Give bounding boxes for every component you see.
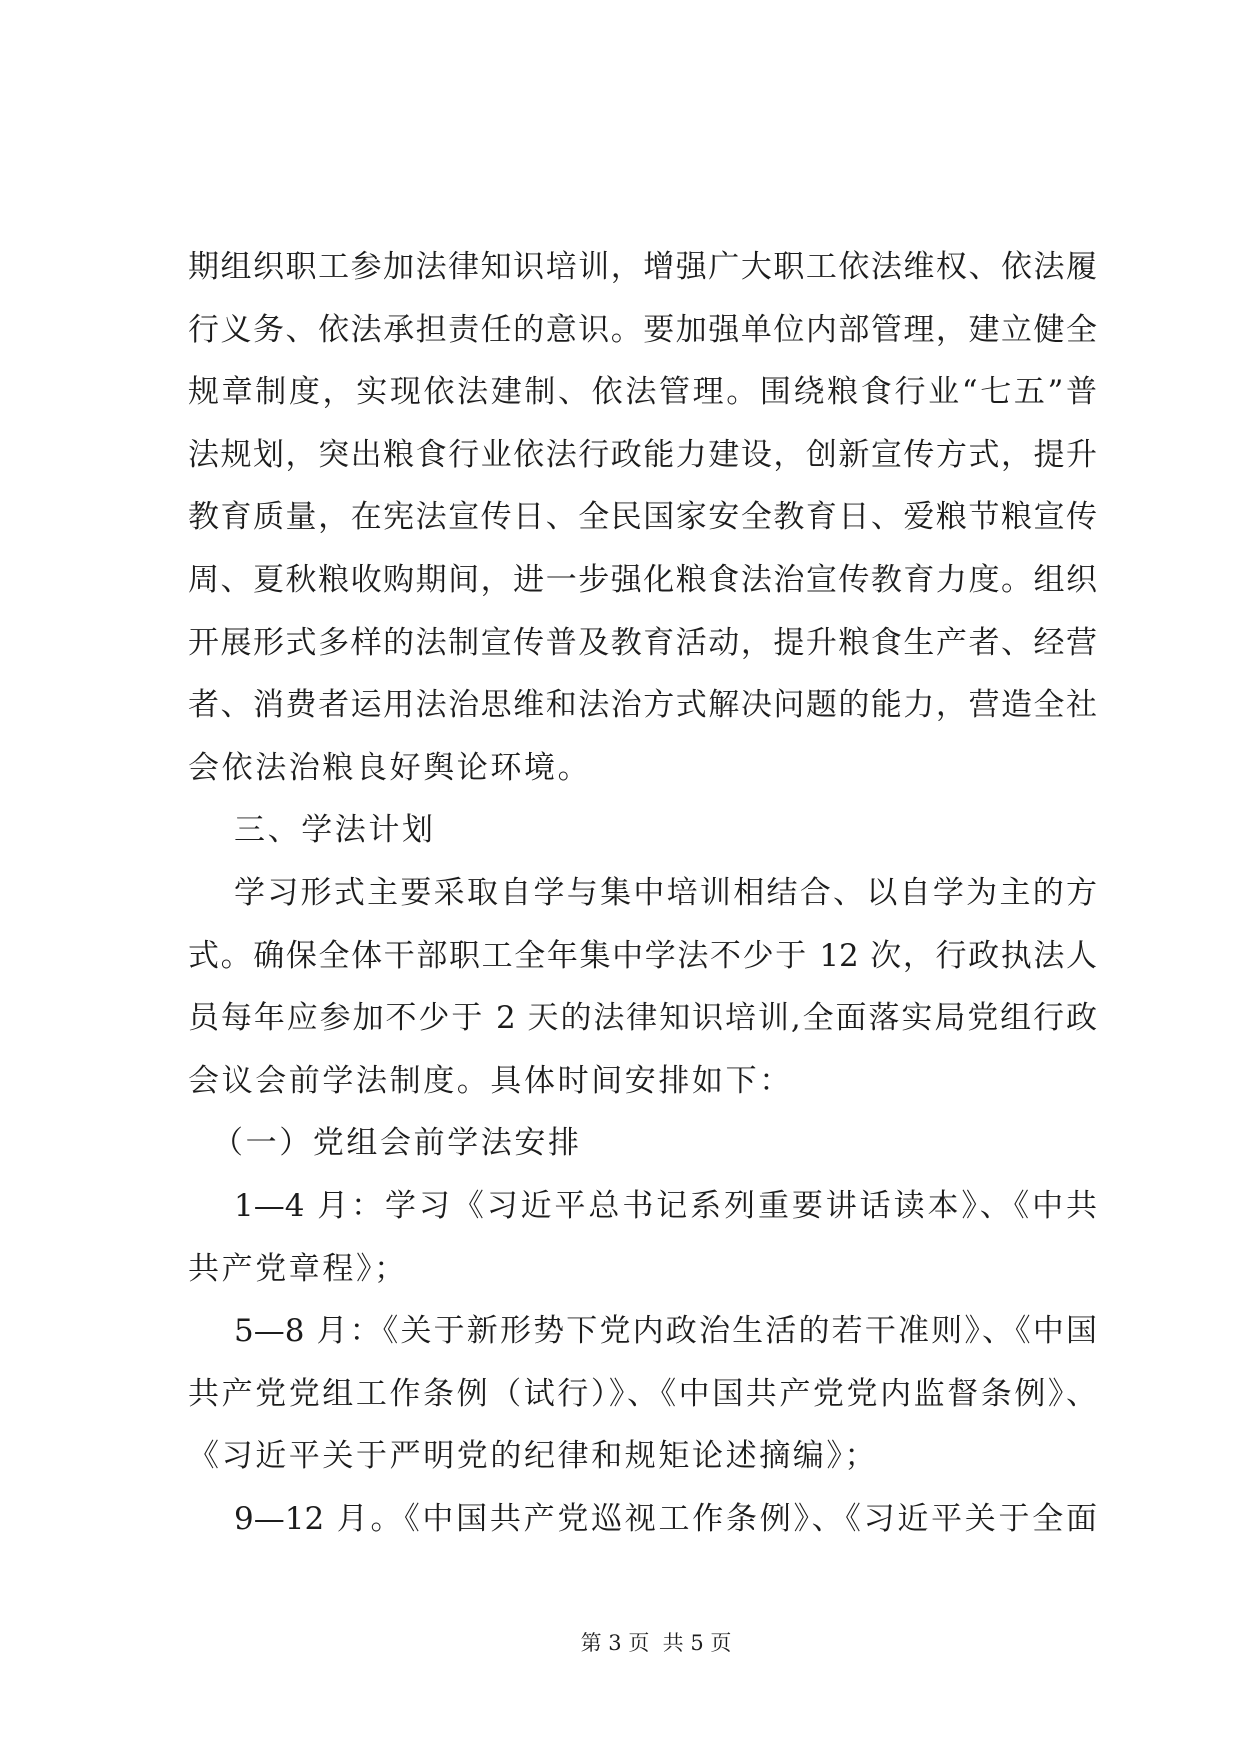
body-line: 式。确保全体干部职工全年集中学法不少于 12 次，行政执法人 [188, 937, 1097, 974]
body-line: 期组织职工参加法律知识培训，增强广大职工依法维权、依法履 [188, 249, 1097, 285]
body-line: 《习近平关于严明党的纪律和规矩论述摘编》； [188, 1438, 879, 1475]
body-line: 规章制度，实现依法建制、依法管理。围绕粮食行业“七五”普 [188, 374, 1097, 411]
body-line: 行义务、依法承担责任的意识。要加强单位内部管理，建立健全 [188, 311, 1097, 348]
body-line: 教育质量，在宪法宣传日、全民国家安全教育日、爱粮节粮宣传 [188, 499, 1097, 536]
body-line: 法规划，突出粮食行业依法行政能力建设，创新宣传方式，提升 [188, 436, 1097, 473]
body-line: 9—12 月。《中国共产党巡视工作条例》、《习近平关于全面 [234, 1500, 1097, 1537]
body-line: 共产党党组工作条例（试行）》、《中国共产党党内监督条例》、 [188, 1375, 1097, 1412]
body-line: 学习形式主要采取自学与集中培训相结合、以自学为主的方 [234, 874, 1097, 911]
body-line: 共产党章程》； [188, 1250, 408, 1287]
body-line: 周、夏秋粮收购期间，进一步强化粮食法治宣传教育力度。组织 [188, 561, 1097, 598]
section-heading: 三、学法计划 [234, 812, 436, 849]
body-line: 会依法治粮良好舆论环境。 [188, 749, 592, 786]
body-line: 员每年应参加不少于 2 天的法律知识培训,全面落实局党组行政 [188, 1000, 1097, 1037]
body-line: 会议会前学法制度。具体时间安排如下： [188, 1062, 793, 1099]
body-line: 1—4 月：学习《习近平总书记系列重要讲话读本》、《中共 [234, 1187, 1097, 1224]
body-line: 者、消费者运用法治思维和法治方式解决问题的能力，营造全社 [188, 687, 1097, 724]
subsection-heading: （一）党组会前学法安排 [212, 1125, 582, 1162]
page-number-footer: 第 3 页 共 5 页 [580, 1631, 732, 1655]
body-line: 开展形式多样的法制宣传普及教育活动，提升粮食生产者、经营 [188, 624, 1097, 661]
document-body [188, 236, 1097, 1550]
body-line: 5—8 月：《关于新形势下党内政治生活的若干准则》、《中国 [234, 1313, 1097, 1350]
